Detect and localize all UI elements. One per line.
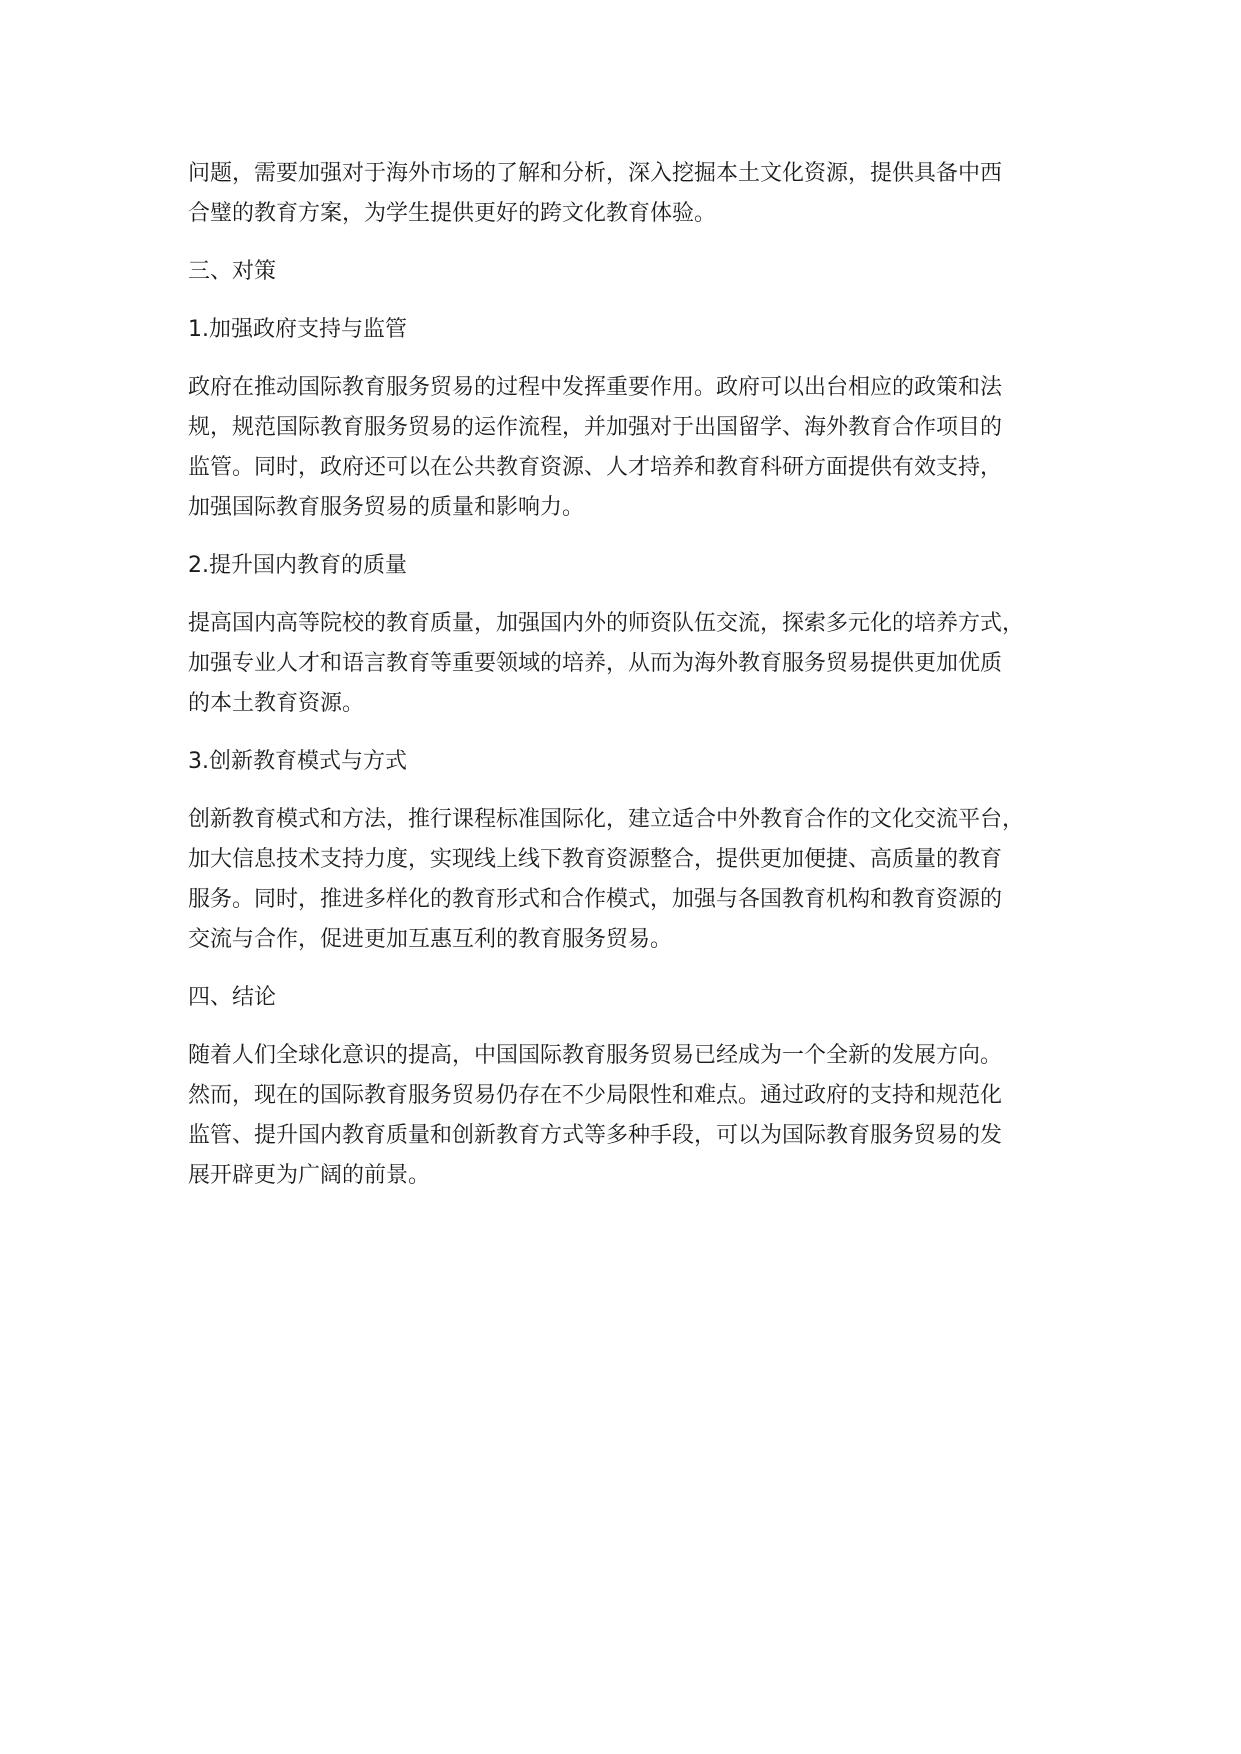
text-line: 的本土教育资源。	[188, 691, 365, 716]
text-line: 提高国内高等院校的教育质量，加强国内外的师资队伍交流，探索多元化的培养方式，	[188, 611, 1025, 636]
heading-text: 四、结论	[188, 985, 277, 1010]
paragraph-domestic-quality	[188, 604, 1088, 724]
text-line: 加强国际教育服务贸易的质量和影响力。	[188, 495, 585, 520]
subheading-innovation	[188, 742, 1088, 782]
text-line: 展开辟更为广阔的前景。	[188, 1163, 431, 1188]
text-line: 问题，需要加强对于海外市场的了解和分析，深入挖掘本土文化资源，提供具备中西	[188, 161, 1003, 186]
heading-text: 3.创新教育模式与方式	[188, 749, 407, 774]
heading-text: 2.提升国内教育的质量	[188, 553, 407, 578]
text-line: 然而，现在的国际教育服务贸易仍存在不少局限性和难点。通过政府的支持和规范化	[188, 1083, 1003, 1108]
text-line: 政府在推动国际教育服务贸易的过程中发挥重要作用。政府可以出台相应的政策和法	[188, 375, 1003, 400]
section-heading-countermeasures	[188, 252, 1088, 292]
text-line: 监管。同时，政府还可以在公共教育资源、人才培养和教育科研方面提供有效支持，	[188, 455, 1003, 480]
text-line: 合璧的教育方案，为学生提供更好的跨文化教育体验。	[188, 201, 717, 226]
paragraph-government-support	[188, 368, 1088, 528]
text-line: 规，规范国际教育服务贸易的运作流程，并加强对于出国留学、海外教育合作项目的	[188, 415, 1003, 440]
paragraph-innovation	[188, 800, 1088, 960]
paragraph-conclusion	[188, 1036, 1088, 1196]
heading-text: 三、对策	[188, 259, 277, 284]
paragraph-continuation	[188, 154, 1088, 234]
section-heading-conclusion	[188, 978, 1088, 1018]
text-line: 随着人们全球化意识的提高，中国国际教育服务贸易已经成为一个全新的发展方向。	[188, 1043, 1003, 1068]
text-line: 服务。同时，推进多样化的教育形式和合作模式，加强与各国教育机构和教育资源的	[188, 887, 1003, 912]
subheading-domestic-quality	[188, 546, 1088, 586]
text-line: 交流与合作，促进更加互惠互利的教育服务贸易。	[188, 927, 673, 952]
document-body	[188, 154, 1088, 1196]
subheading-government-support	[188, 310, 1088, 350]
text-line: 创新教育模式和方法，推行课程标准国际化，建立适合中外教育合作的文化交流平台，	[188, 807, 1025, 832]
text-line: 加大信息技术支持力度，实现线上线下教育资源整合，提供更加便捷、高质量的教育	[188, 847, 1003, 872]
text-line: 监管、提升国内教育质量和创新教育方式等多种手段，可以为国际教育服务贸易的发	[188, 1123, 1003, 1148]
text-line: 加强专业人才和语言教育等重要领域的培养，从而为海外教育服务贸易提供更加优质	[188, 651, 1003, 676]
heading-text: 1.加强政府支持与监管	[188, 317, 407, 342]
